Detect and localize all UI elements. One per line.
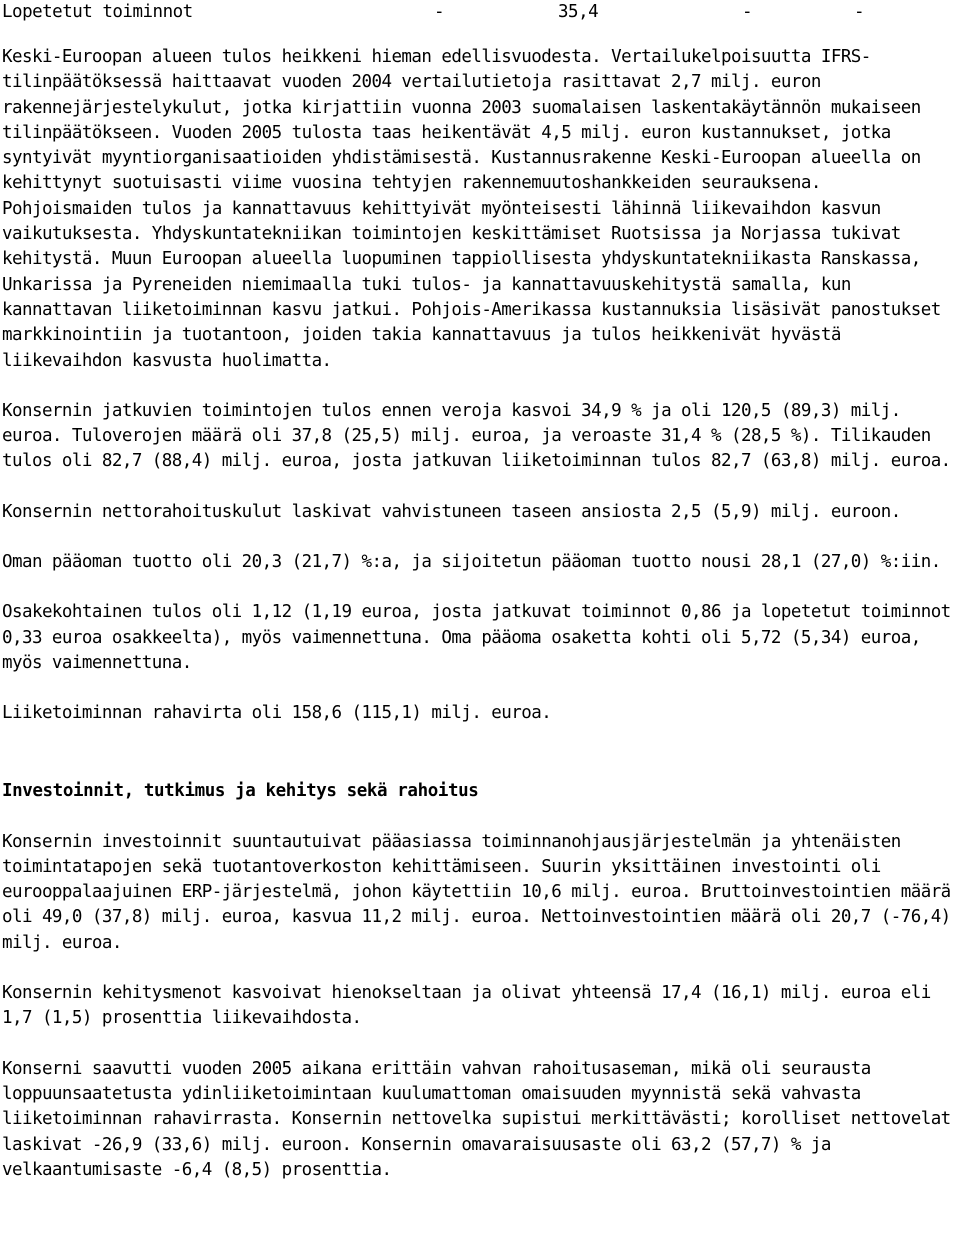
- paragraph-regional-results: Keski-Euroopan alueen tulos heikkeni hieman edellisvuodesta. Vertailukelpoisuutta IFRS-tilinpäätöksessä haittaavat vuoden 2004 vertailutietoja rasittavat 2,7 milj. euron rakennejärjestelykulut, jotka kirjattiin vuonna 2003 suomalaisen laskentakäytännön mukaiseen tilinpäätökseen. Vuoden 2005 tulosta taas heikentävät 4,5 milj. euron kustannukset, jotka syntyivät myyntiorganisaatioiden yhdistämisestä. Kustannusrakenne Keski-Euroopan alueella on kehittynyt suotuisasti viime vuosina tehtyjen rakennemuutoshankkeiden seurauksena. Pohjoismaiden tulos ja kannattavuus kehittyivät myönteisesti lähinnä liikevaihdon kasvun vaikutuksesta. Yhdyskuntatekniikan toimintojen keskittämiset Ruotsissa ja Norjassa tukivat kehitystä. Muun Euroopan alueella luopuminen tappiollisesta yhdyskuntatekniikasta Ranskassa, Unkarissa ja Pyreneiden niemimaalla tuki tulos- ja kannattavuuskehitystä samalla, kun kannattavan liiketoiminnan kasvu jatkui. Pohjois-Amerikassa kustannuksia lisäsivät panostukset markkinointiin ja tuotantoon, joiden takia kannattavuus ja tulos heikkenivät hyvästä liikevaihdon kasvusta huolimatta.: [2, 47, 941, 371]
- paragraph-profit-before-taxes: Konsernin jatkuvien toimintojen tulos ennen veroja kasvoi 34,9 % ja oli 120,5 (89,3) milj. euroa. Tuloverojen määrä oli 37,8 (25,5) milj. euroa, ja veroaste 31,4 % (28,5 %). Tilikauden tulos oli 82,7 (88,4) milj. euroa, josta jatkuvan liiketoiminnan tulos 82,7 (63,8) milj. euroa.: [2, 400, 951, 472]
- discontinued-operations-row: [2, 0, 958, 24]
- paragraph-operating-cash-flow: Liiketoiminnan rahavirta oli 158,6 (115,1) milj. euroa.: [2, 703, 552, 724]
- paragraph-earnings-per-share: Osakekohtainen tulos oli 1,12 (1,19 euroa, josta jatkuvat toiminnot 0,86 ja lopetetut toiminnot 0,33 euroa osakkeelta), myös vaimennettuna. Oma pääoma osaketta kohti oli 5,72 (5,34) euroa, myös vaimennettuna.: [2, 602, 951, 673]
- paragraph-return-on-equity: Oman pääoman tuotto oli 20,3 (21,7) %:a, ja sijoitetun pääoman tuotto nousi 28,1 (27,0) %:iin.: [2, 552, 941, 573]
- row-value-4: -: [854, 2, 865, 22]
- paragraph-net-financing-costs: Konsernin nettorahoituskulut laskivat vahvistuneen taseen ansiosta 2,5 (5,9) milj. euroon.: [2, 501, 901, 522]
- row-value-3: -: [742, 2, 753, 22]
- row-label: Lopetetut toiminnot: [2, 2, 193, 22]
- paragraph-financing-position: Konserni saavutti vuoden 2005 aikana erittäin vahvan rahoitusaseman, mikä oli seurausta loppuunsaatetusta ydinliiketoimintaan kuulumattoman omaisuuden myynnistä sekä vahvasta liiketoiminnan rahavirrasta. Konsernin nettovelka supistui merkittävästi; korolliset nettovelat laskivat -26,9 (33,6) milj. euroon. Konsernin omavaraisuusaste oli 63,2 (57,7) % ja velkaantumisaste -6,4 (8,5) prosenttia.: [2, 1058, 951, 1180]
- section-heading: Investoinnit, tutkimus ja kehitys sekä rahoitus: [2, 780, 479, 801]
- paragraph-investments: Konsernin investoinnit suuntautuivat pääasiassa toiminnanohjausjärjestelmän ja yhtenäisten toimintatapojen sekä tuotantoverkoston kehittämiseen. Suurin yksittäinen investointi oli eurooppalaajuinen ERP-järjestelmä, johon käytettiin 10,6 milj. euroa. Bruttoinvestointien määrä oli 49,0 (37,8) milj. euroa, kasvua 11,2 milj. euroa. Nettoinvestointien määrä oli 20,7 (-76,4) milj. euroa.: [2, 831, 951, 953]
- row-value-1: -: [434, 2, 445, 22]
- paragraph-development-costs: Konsernin kehitysmenot kasvoivat hienokseltaan ja olivat yhteensä 17,4 (16,1) milj. euroa eli 1,7 (1,5) prosenttia liikevaihdosta.: [2, 983, 931, 1029]
- row-value-2: 35,4: [558, 2, 599, 22]
